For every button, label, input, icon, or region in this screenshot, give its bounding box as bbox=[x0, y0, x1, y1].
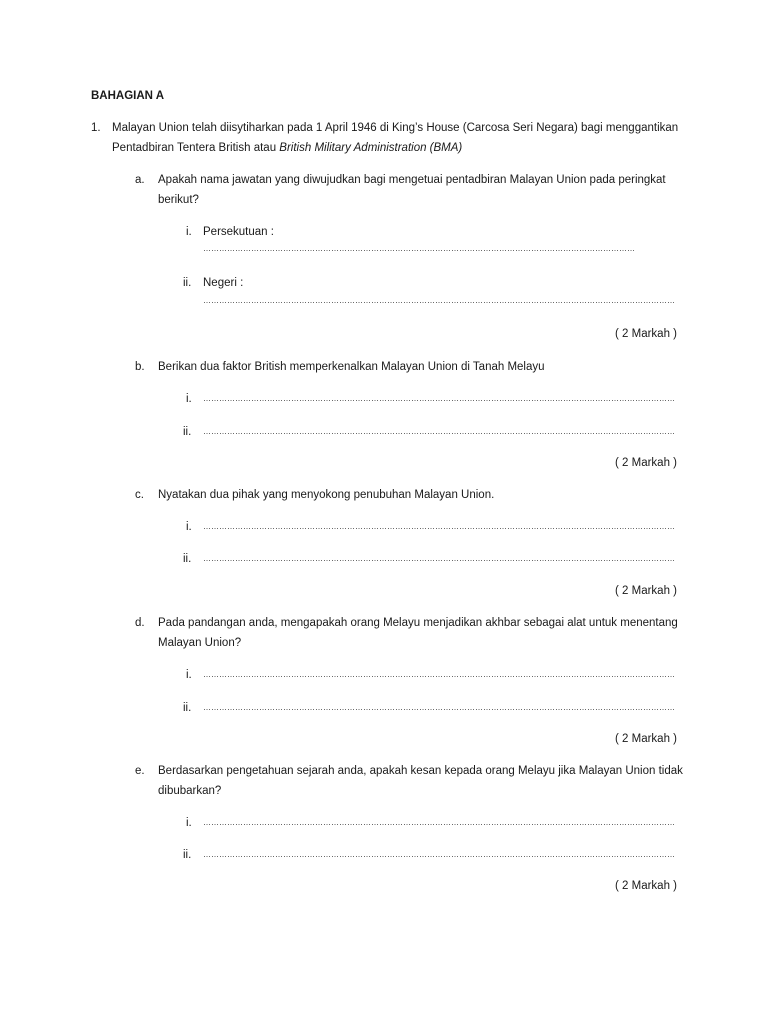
marks-label: ( 2 Markah ) bbox=[615, 733, 677, 745]
answer-line[interactable]: ……………………………………………………………………………………………………………………………………………… bbox=[203, 244, 635, 253]
answer-line[interactable]: …………………………………………………………………………………………………………………………………………………………… bbox=[203, 850, 675, 859]
part-e-item-ii-label: ii. bbox=[183, 849, 192, 861]
part-a-text-line1: Apakah nama jawatan yang diwujudkan bagi mengetuai pentadbiran Malayan Union pada peringkat bbox=[158, 174, 666, 186]
question-stem-line2 bbox=[112, 142, 462, 154]
answer-line[interactable]: …………………………………………………………………………………………………………………………………………………………… bbox=[203, 427, 675, 436]
part-a-item-ii-text: Negeri : bbox=[203, 277, 244, 289]
marks-label: ( 2 Markah ) bbox=[615, 457, 677, 469]
part-d-item-i-label: i. bbox=[186, 669, 192, 681]
section-title: BAHAGIAN A bbox=[91, 90, 165, 102]
answer-line[interactable]: …………………………………………………………………………………………………………………………………………………………… bbox=[203, 394, 675, 403]
answer-line[interactable]: …………………………………………………………………………………………………………………………………………………………… bbox=[203, 522, 675, 531]
question-stem-line1: Malayan Union telah diisytiharkan pada 1 April 1946 di King’s House (Carcosa Seri Negara) bagi menggantikan bbox=[112, 122, 679, 134]
question-stem-line2-italic: British Military Administration (BMA) bbox=[279, 142, 463, 154]
part-e-text-line1: Berdasarkan pengetahuan sejarah anda, apakah kesan kepada orang Melayu jika Malayan Union tidak bbox=[158, 765, 683, 777]
question-stem-line2-plain: Pentadbiran Tentera British atau bbox=[112, 142, 280, 154]
part-e-item-i-label: i. bbox=[186, 817, 192, 829]
answer-line[interactable]: …………………………………………………………………………………………………………………………………………………………… bbox=[203, 554, 675, 563]
answer-line[interactable]: …………………………………………………………………………………………………………………………………………………………… bbox=[203, 703, 675, 712]
part-a-text-line2: berikut? bbox=[158, 194, 199, 206]
part-c-letter: c. bbox=[135, 489, 144, 501]
marks-label: ( 2 Markah ) bbox=[615, 880, 677, 892]
part-d-letter: d. bbox=[135, 617, 145, 629]
question-number: 1. bbox=[91, 122, 101, 134]
part-a-item-i-text: Persekutuan : bbox=[203, 226, 274, 238]
answer-line[interactable]: …………………………………………………………………………………………………………………………………………………………… bbox=[203, 818, 675, 827]
part-c-item-ii-label: ii. bbox=[183, 553, 192, 565]
answer-line[interactable]: …………………………………………………………………………………………………………………………………………………………… bbox=[203, 670, 675, 679]
part-a-letter: a. bbox=[135, 174, 145, 186]
part-e-letter: e. bbox=[135, 765, 145, 777]
marks-label: ( 2 Markah ) bbox=[615, 328, 677, 340]
part-d-text-line2: Malayan Union? bbox=[158, 637, 242, 649]
part-b-letter: b. bbox=[135, 361, 145, 373]
part-b-item-i-label: i. bbox=[186, 393, 192, 405]
part-b-text: Berikan dua faktor British memperkenalkan Malayan Union di Tanah Melayu bbox=[158, 361, 545, 373]
part-a-item-ii-label: ii. bbox=[183, 277, 192, 289]
part-a-item-i-label: i. bbox=[186, 226, 192, 238]
part-d-text-line1: Pada pandangan anda, mengapakah orang Melayu menjadikan akhbar sebagai alat untuk menentang bbox=[158, 617, 678, 629]
marks-label: ( 2 Markah ) bbox=[615, 585, 677, 597]
part-c-item-i-label: i. bbox=[186, 521, 192, 533]
part-c-text: Nyatakan dua pihak yang menyokong penubuhan Malayan Union. bbox=[158, 489, 495, 501]
part-e-text-line2: dibubarkan? bbox=[158, 785, 222, 797]
part-d-item-ii-label: ii. bbox=[183, 702, 192, 714]
answer-line[interactable]: …………………………………………………………………………………………………………………………………………………………… bbox=[203, 296, 675, 305]
part-b-item-ii-label: ii. bbox=[183, 426, 192, 438]
